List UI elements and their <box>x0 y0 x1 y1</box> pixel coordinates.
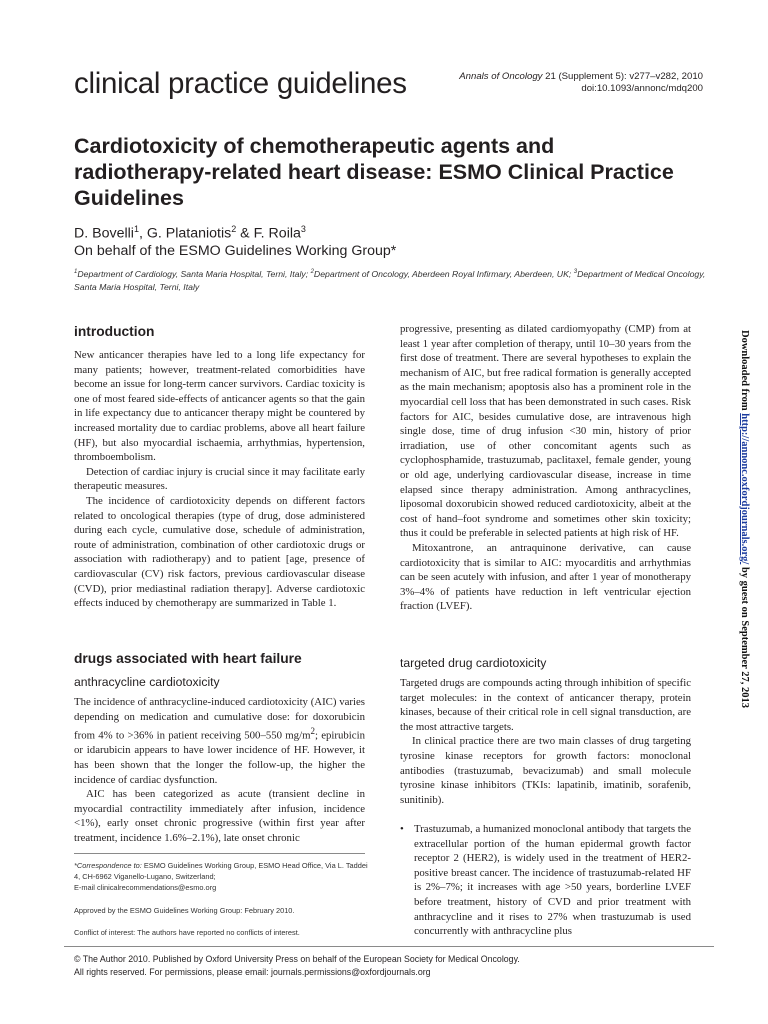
copyright-notice <box>74 953 714 978</box>
working-group-line: On behalf of the ESMO Guidelines Working Group* <box>74 243 397 259</box>
correspondence-address <box>74 860 374 882</box>
download-link[interactable]: http://annonc.oxfordjournals.org/ <box>739 413 750 565</box>
right-column-targeted <box>400 676 691 807</box>
author-affiliation-mark: 2 <box>231 224 237 234</box>
journal-name: Annals of Oncology <box>459 71 543 82</box>
doi: doi:10.1093/annonc/mdq200 <box>581 83 703 94</box>
author-affiliation-mark: 1 <box>133 224 139 234</box>
correspondence-footnote <box>74 860 374 893</box>
left-column-intro <box>74 348 365 611</box>
left-column-anthracycline <box>74 695 365 846</box>
paragraph: In clinical practice there are two main classes of drug targeting tyrosine kinase receptors for growth factors: monoclonal antibodies (trastuzumab, bevacizumab) and small molecule tyrosine kinase inhibitors (TKIs: lapatinib, imatinib, sorafenib, sunitinib). <box>400 735 691 806</box>
affiliation-text: Department of Medical Oncology, Santa Maria Hospital, Terni, Italy <box>74 268 706 293</box>
bullet-marker: • <box>400 823 404 835</box>
article-title: Cardiotoxicity of chemotherapeutic agents and radiotherapy-related heart disease: ESMO Clinical Practice Guidelines <box>74 134 674 210</box>
correspondence-email: E-mail clinicalrecommendations@esmo.org <box>74 883 217 892</box>
correspondence-label: *Correspondence to: <box>74 861 142 870</box>
paragraph: progressive, presenting as dilated cardiomyopathy (CMP) from at least 1 year after completion of therapy, until 10–30 years from the first dose of treatment. There are several hypotheses to explain the mechanism of AIC, but free radical formation is generally accepted as the main mechanism; apoptosis also has a prominent role in the myocardial cell loss that has been demonstrated in such cases. Risk factors for AIC, besides cumulative dose, are intravenous high single dose, time of drug infusion <30 min, history of prior irradiation, use of other concomitant agents such as cyclophosphamide, trastuzumab, paclitaxel, female gender, young or old age, underlying cardiovascular disease, increase in time elapsed since therapy administration. Among anthracyclines, liposomal doxorubicin showed reduced cardiotoxicity, albeit at the cost of hand–foot syndrome and sometimes other skin toxicity; thus it could be preferable in selected patients at high risk of HF. <box>400 323 691 540</box>
affiliations <box>74 266 714 295</box>
paragraph: The incidence of cardiotoxicity depends on different factors related to oncological therapies (type of drug, dose administered during each cycle, cumulative dose, schedule of administration, route of administration, combination of other cardiotoxic drugs or association with radiotherapy) and to patient [age, presence of cardiovascular (CV) risk factors, previous cardiovascular disease (CVD), prior mediastinal radiation therapy]. Adverse cardiotoxic effects induced by chemotherapy are summarized in Table 1. <box>74 494 365 610</box>
bullet-item-trastuzumab <box>400 822 691 939</box>
correspondence-text: ESMO Guidelines Working Group, ESMO Head Office, Via L. Taddei 4, CH-6962 Viganello-Lugano, Switzerland; <box>74 861 368 881</box>
affiliation-text: Department of Oncology, Aberdeen Royal Infirmary, Aberdeen, UK; <box>313 268 574 279</box>
author-name: & F. Roila <box>236 225 301 242</box>
author-affiliation-mark: 3 <box>300 224 306 234</box>
section-label: clinical practice guidelines <box>74 67 407 100</box>
journal-citation <box>459 71 703 83</box>
paragraph: New anticancer therapies have led to a long life expectancy for many patients; however, treatment-related comorbidities have become an issue for long-term cancer survivors. Cardiac toxicity is one of most feared side-effects of anticancer agents so that the gain in life expectancy due to anticancer therapy might be countered by increased mortality due to cardiac problems, above all heart failure (HF), but also myocardial ischaemia, arrhythmias, hypertension, thromboembolism. <box>74 349 365 464</box>
heading-introduction: introduction <box>74 324 155 339</box>
paragraph: AIC has been categorized as acute (transient decline in myocardial contractility immediately after infusion, incidence <1%), early onset chronic progressive (within first year after treatment, incidence 1.6%–2.1%), late onset chronic <box>74 788 365 844</box>
conflict-note: Conflict of interest: The authors have reported no conflicts of interest. <box>74 928 300 937</box>
paragraph-text: ; epirubicin or idarubicin appears to have lower incidence of HF. However, it has been shown that the longer the follow-up, the higher the incidence of cardiac dysfunction. <box>74 729 365 786</box>
paragraph <box>74 695 365 787</box>
approval-note: Approved by the ESMO Guidelines Working Group: February 2010. <box>74 906 295 915</box>
subheading-anthracycline: anthracycline cardiotoxicity <box>74 675 220 689</box>
download-prefix: Downloaded from <box>739 330 750 414</box>
subheading-targeted-drugs: targeted drug cardiotoxicity <box>400 656 547 670</box>
author-name: , G. Plataniotis <box>138 225 232 242</box>
download-watermark-text <box>739 330 750 708</box>
download-suffix: by guest on September 27, 2013 <box>739 564 750 708</box>
paragraph: Targeted drugs are compounds acting through inhibition of specific target molecules: in the context of anticancer therapy, protein kinases, because of their critical role in cell signal transduction, are the most attractive targets. <box>400 677 691 733</box>
copyright-line: All rights reserved. For permissions, please email: journals.permissions@oxfordjournals.org <box>74 966 431 977</box>
journal-issue: 21 (Supplement 5): v277–v282, 2010 <box>542 71 703 82</box>
copyright-divider <box>64 946 714 947</box>
bullet-text: Trastuzumab, a humanized monoclonal antibody that targets the extracellular portion of the human epidermal growth factor receptor 2 (HER2), is widely used in the treatment of HER2-positive breast cancer. The incidence of trastuzumab-related HF is 2%–7%; it increases with age >50 years, borderline LVEF before treatment, history of CVD and prior treatment with anthracycline and it rises to 27% when trastuzumab is used concurrently with anthracycline plus <box>414 823 691 938</box>
affiliation-mark: 2 <box>310 269 314 275</box>
paragraph: Detection of cardiac injury is crucial since it may facilitate early therapeutic measures. <box>74 465 365 493</box>
author-name: D. Bovelli <box>74 225 134 242</box>
journal-reference <box>459 71 703 95</box>
heading-drugs-heart-failure: drugs associated with heart failure <box>74 651 302 666</box>
affiliation-mark: 3 <box>573 269 578 275</box>
paragraph: Mitoxantrone, an antraquinone derivative, can cause cardiotoxicity that is similar to AIC: myocarditis and arrhythmias can be seen acutely with infusion, and after 1 year of monotherapy 3%–4% of patients have reduction in left ventricular ejection fraction (LVEF). <box>400 541 691 613</box>
footnote-divider <box>74 853 365 854</box>
superscript: 2 <box>310 726 315 737</box>
paragraph-text: The incidence of anthracycline-induced cardiotoxicity (AIC) varies depending on medication and cumulative dose: for doxorubicin from 4% to >36% in patient receiving 500–550 mg/m <box>74 696 365 742</box>
affiliation-mark: 1 <box>74 269 78 275</box>
author-list <box>74 224 306 242</box>
copyright-line: © The Author 2010. Published by Oxford University Press on behalf of the European Society for Medical Oncology. <box>74 954 520 964</box>
right-column-continued <box>400 322 691 614</box>
affiliation-text: Department of Cardiology, Santa Maria Hospital, Terni, Italy; <box>77 268 311 279</box>
download-watermark <box>734 330 752 1020</box>
